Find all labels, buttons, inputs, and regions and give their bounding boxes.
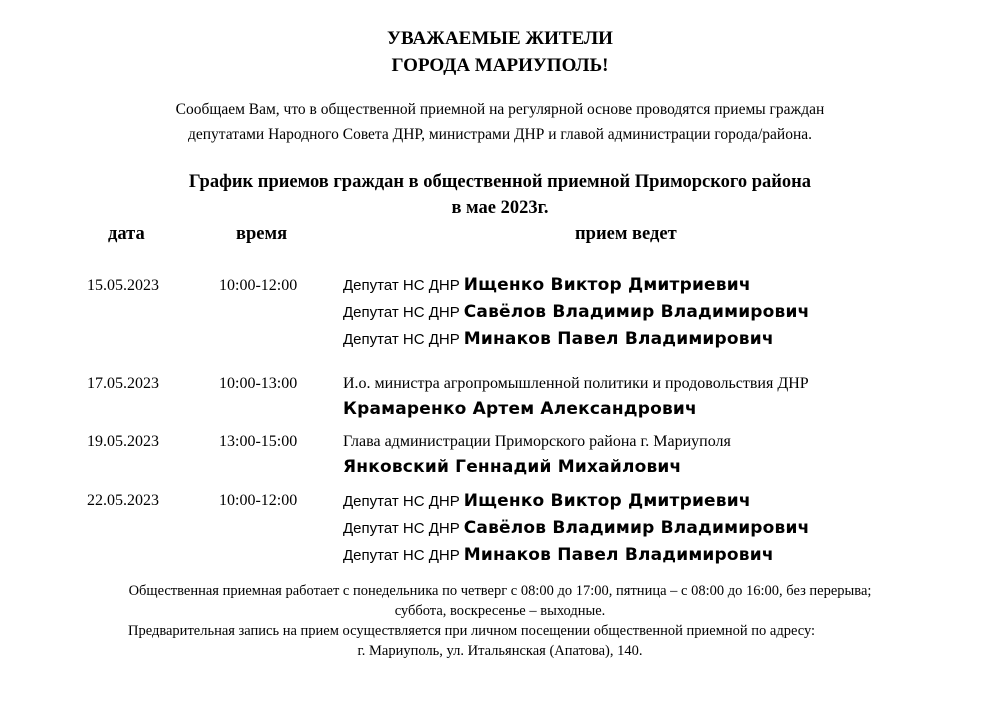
row-time: 10:00-13:00 [219, 375, 298, 392]
host-role: Депутат НС ДНР [343, 331, 460, 348]
column-header-date: дата [108, 224, 145, 244]
host-name: Савёлов Владимир Владимирович [463, 302, 810, 322]
host-entry [343, 488, 810, 515]
host-role: Депутат НС ДНР [343, 304, 460, 321]
row-time: 10:00-12:00 [219, 492, 298, 509]
host-name: Минаков Павел Владимирович [463, 545, 774, 565]
host-role: Депутат НС ДНР [343, 547, 460, 564]
footer-hours: Общественная приемная работает с понедельника по четверг с 08:00 до 17:00, пятница – с 08:00 до 16:00, без перерыва; [128, 583, 872, 599]
row-hosts [343, 430, 731, 481]
host-name: Ищенко Виктор Дмитриевич [463, 491, 751, 511]
host-name: Минаков Павел Владимирович [463, 329, 774, 349]
footer-weekend: суббота, воскресенье – выходные. [394, 603, 606, 619]
row-time: 10:00-12:00 [219, 277, 298, 294]
row-date: 22.05.2023 [87, 492, 159, 509]
host-name: Крамаренко Артем Александрович [343, 399, 697, 419]
page-title-line2: ГОРОДА МАРИУПОЛЬ! [391, 55, 609, 76]
host-entry [343, 272, 810, 299]
column-header-host: прием ведет [575, 224, 677, 244]
host-name: Янковский Геннадий Михайлович [343, 457, 682, 477]
host-role: Депутат НС ДНР [343, 493, 460, 510]
host-role: Депутат НС ДНР [343, 277, 460, 294]
host-role: И.о. министра агропромышленной политики и продовольствия ДНР [343, 375, 809, 392]
intro-line1: Сообщаем Вам, что в общественной приемной на регулярной основе проводятся приемы граждан [175, 101, 825, 118]
schedule-title-line1: График приемов граждан в общественной приемной Приморского района [188, 172, 812, 192]
host-name: Ищенко Виктор Дмитриевич [463, 275, 751, 295]
host-name: Савёлов Владимир Владимирович [463, 518, 810, 538]
row-date: 19.05.2023 [87, 433, 159, 450]
host-entry [343, 326, 810, 353]
host-entry [343, 299, 810, 326]
footer-registration: Предварительная запись на прием осуществляется при личном посещении общественной приемной по адресу: [128, 623, 816, 639]
host-entry [343, 542, 810, 569]
row-hosts [343, 372, 809, 423]
column-header-time: время [236, 224, 288, 244]
schedule-title-line2: в мае 2023г. [451, 198, 549, 218]
row-date: 17.05.2023 [87, 375, 159, 392]
row-time: 13:00-15:00 [219, 433, 298, 450]
host-role: Депутат НС ДНР [343, 520, 460, 537]
host-entry [343, 515, 810, 542]
row-hosts [343, 272, 810, 353]
host-role: Глава администрации Приморского района г. Мариуполя [343, 433, 731, 450]
page-title-line1: УВАЖАЕМЫЕ ЖИТЕЛИ [387, 28, 613, 49]
footer-address: г. Мариуполь, ул. Итальянская (Апатова), 140. [357, 643, 643, 659]
row-date: 15.05.2023 [87, 277, 159, 294]
intro-line2: депутатами Народного Совета ДНР, министрами ДНР и главой администрации города/района. [188, 126, 812, 143]
row-hosts [343, 488, 810, 569]
